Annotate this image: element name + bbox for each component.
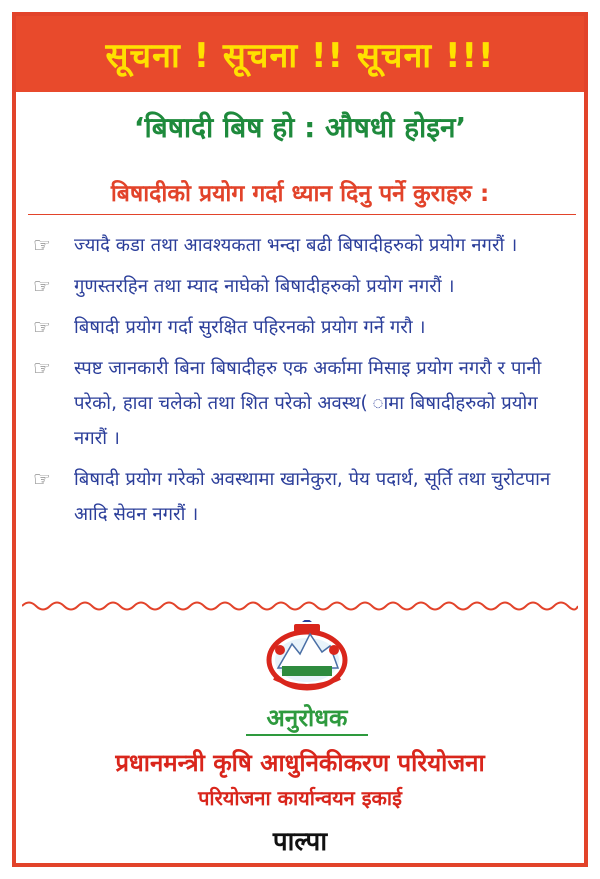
slogan-heading: ‘बिषादी बिष हो : औषधी होइन’ (133, 111, 467, 144)
pointing-hand-icon: ☞ (33, 356, 51, 380)
wavy-divider (22, 598, 578, 614)
request-label-box (246, 700, 368, 736)
tip-text: बिषादी प्रयोग गरेको अवस्थामा खानेकुरा, पेय पदार्थ, सूर्ति तथा चुरोटपान आदि सेवन नगरौं । (74, 469, 551, 525)
pointing-hand-icon: ☞ (33, 274, 51, 298)
list-item (16, 269, 584, 304)
pointing-hand-icon: ☞ (33, 315, 51, 339)
pointing-hand-icon: ☞ (33, 233, 51, 257)
list-item (16, 228, 584, 263)
heading-underline (28, 214, 576, 215)
notice-banner (16, 16, 584, 92)
tip-text: स्पष्ट जानकारी बिना बिषादीहरु एक अर्कामा मिसाइ प्रयोग नगरौ र पानी परेको, हावा चलेको तथा शित परेको अवस्थ( ामा बिषादीहरुको प्रयोग नगरौं । (74, 358, 542, 449)
request-label: अनुरोधक (266, 703, 348, 732)
notice-poster (12, 12, 588, 867)
project-unit: परियोजना कार्यान्वयन इकाई (198, 786, 402, 810)
tips-list (16, 228, 584, 538)
tip-text: बिषादी प्रयोग गर्दा सुरक्षित पहिरनको प्रयोग गर्ने गरौ । (74, 317, 426, 338)
project-name: प्रधानमन्त्री कृषि आधुनिकीकरण परियोजना (115, 749, 485, 777)
list-item (16, 310, 584, 345)
list-item (16, 351, 584, 456)
banner-title: सूचना ! सूचना !! सूचना !!! (105, 36, 495, 76)
pointing-hand-icon: ☞ (33, 467, 51, 491)
tip-text: गुणस्तरहिन तथा म्याद नाघेको बिषादीहरुको प्रयोग नगरौं । (74, 276, 455, 297)
section-heading: बिषादीको प्रयोग गर्दा ध्यान दिनु पर्ने कुराहरु : (110, 181, 490, 207)
location-name: पाल्पा (272, 827, 328, 857)
tip-text: ज्यादै कडा तथा आवश्यकता भन्दा बढी बिषादीहरुको प्रयोग नगरौं । (74, 235, 518, 256)
list-item (16, 462, 584, 532)
nepal-emblem-icon (264, 620, 350, 692)
